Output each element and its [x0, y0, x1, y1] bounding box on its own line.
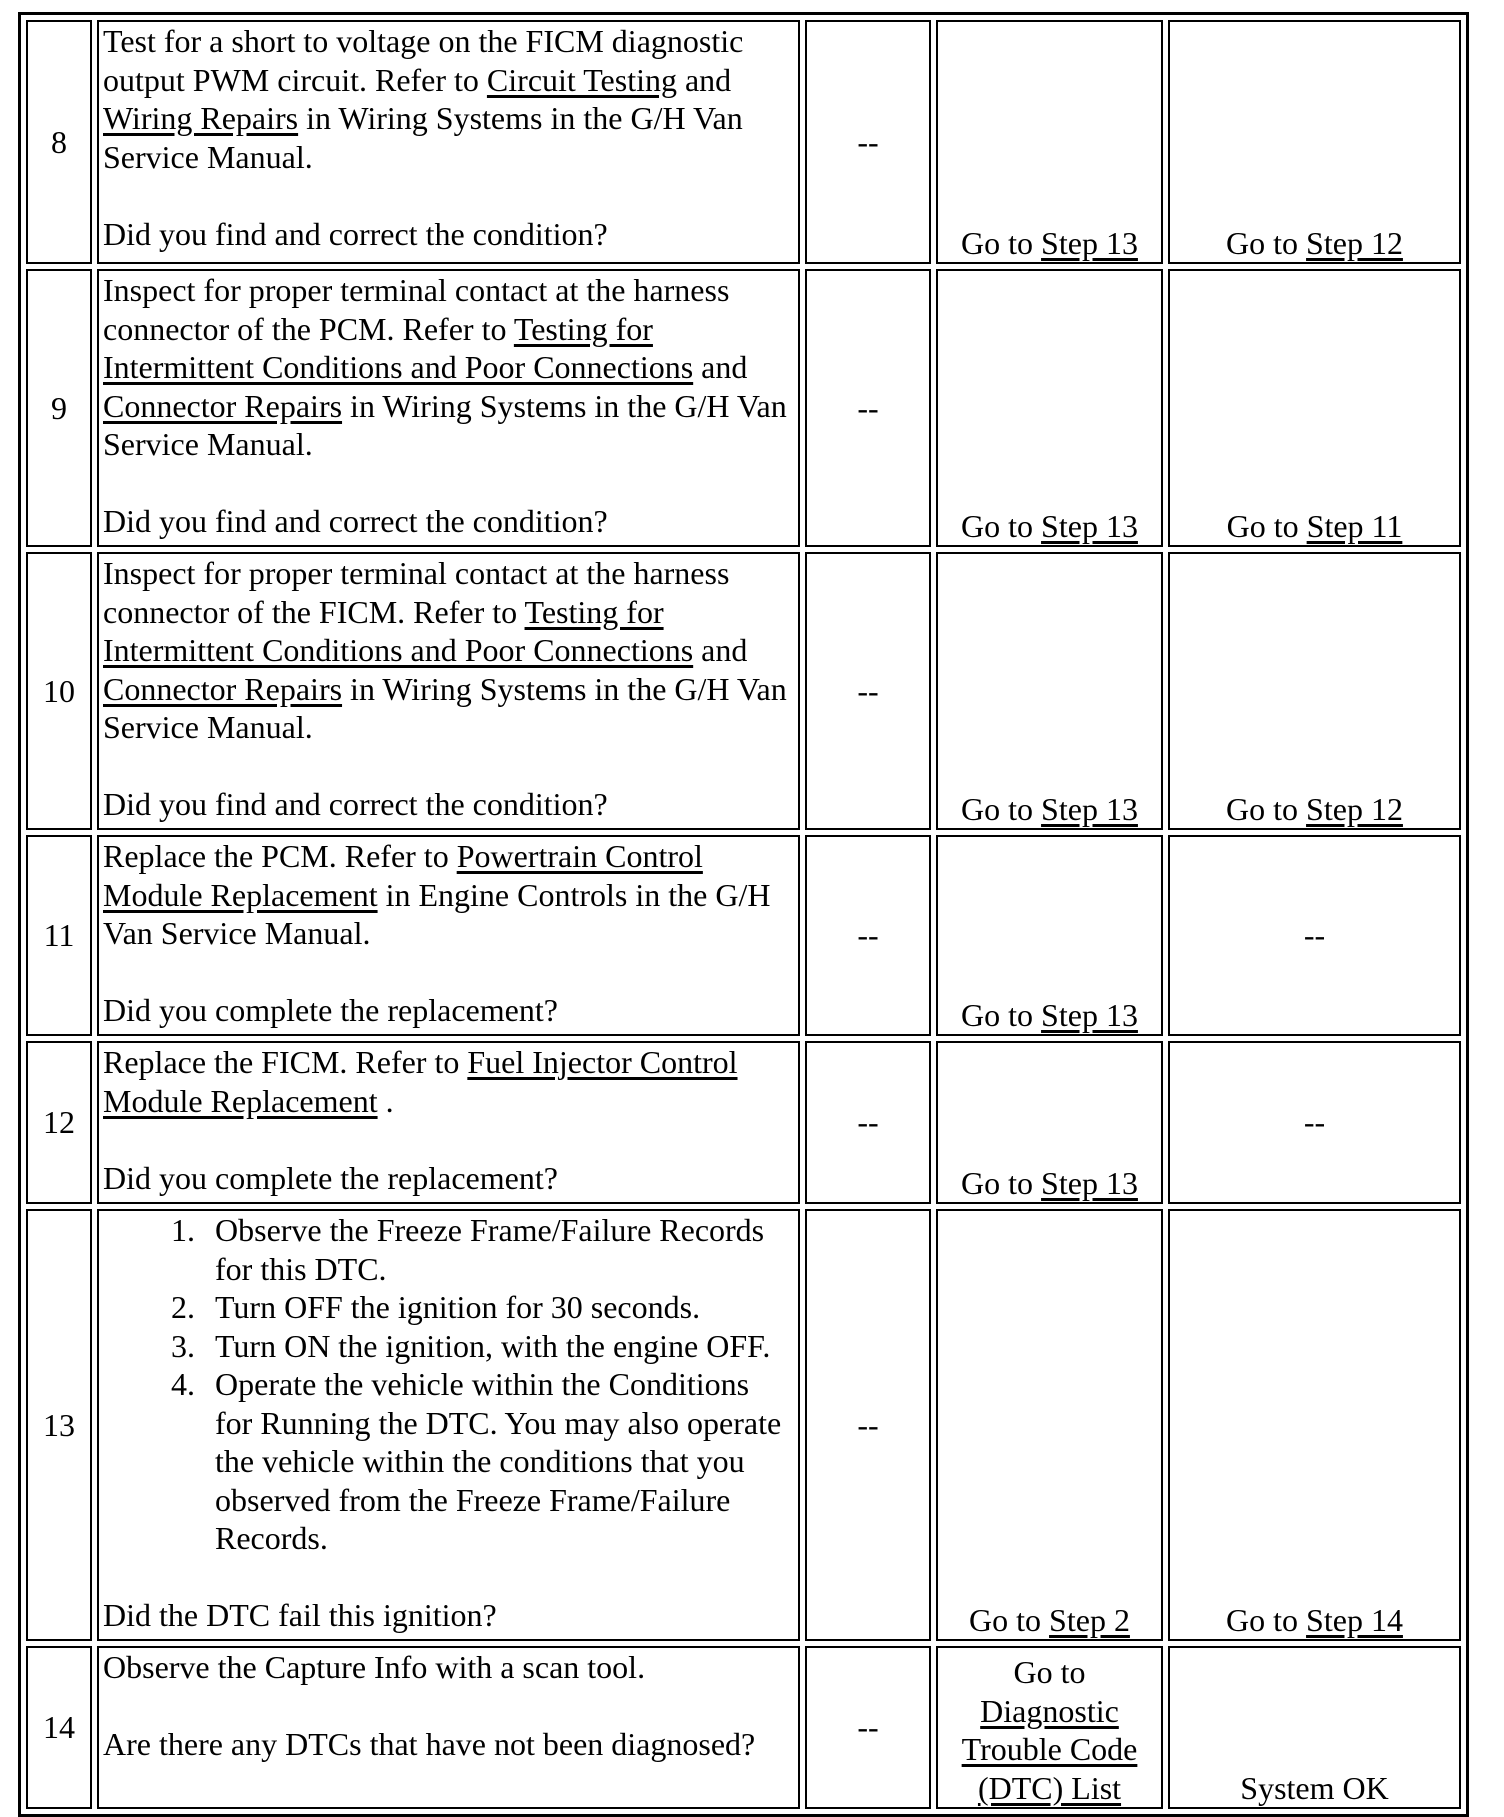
no-cell: Go to Step 12 — [1168, 20, 1461, 264]
list-item: 2. Turn OFF the ignition for 30 seconds. — [203, 1288, 794, 1327]
step-number: 11 — [26, 835, 92, 1036]
value-cell: -- — [805, 20, 931, 264]
list-item: 1. Observe the Freeze Frame/Failure Records for this DTC. — [203, 1211, 794, 1288]
step-number: 8 — [26, 20, 92, 264]
action-cell — [97, 20, 800, 264]
question-text: Did you complete the replacement? — [103, 1159, 558, 1196]
step-number: 14 — [26, 1646, 92, 1809]
diagnostic-steps-table — [18, 12, 1469, 1817]
value-cell: -- — [805, 552, 931, 830]
table-row — [26, 1209, 1461, 1641]
yes-cell: Go to Diagnostic Trouble Code (DTC) List — [936, 1646, 1163, 1809]
action-text: Replace the PCM. Refer to Powertrain Control Module Replacement in Engine Controls in the G/H Van Service Manual. — [103, 838, 771, 951]
yes-cell: Go to Step 13 — [936, 20, 1163, 264]
action-text: Replace the FICM. Refer to Fuel Injector Control Module Replacement . — [103, 1044, 738, 1119]
yes-cell: Go to Step 2 — [936, 1209, 1163, 1641]
action-cell — [97, 269, 800, 547]
action-cell — [97, 552, 800, 830]
value-cell: -- — [805, 269, 931, 547]
question-text: Did you find and correct the condition? — [103, 215, 608, 252]
question-text: Did the DTC fail this ignition? — [103, 1597, 497, 1633]
no-cell: -- — [1168, 835, 1461, 1036]
no-cell: System OK — [1168, 1646, 1461, 1809]
no-cell: -- — [1168, 1041, 1461, 1204]
step-number: 12 — [26, 1041, 92, 1204]
action-text: Inspect for proper terminal contact at the harness connector of the PCM. Refer to Testing for Intermittent Conditions and Poor Connections and Connector Repairs in Wiring Systems in the G/H Van Service Manual. — [103, 272, 787, 462]
dtc-list-link[interactable]: Diagnostic Trouble Code (DTC) List — [961, 1692, 1138, 1806]
action-cell — [97, 1041, 800, 1204]
testing-intermittent-link[interactable]: Testing for Intermittent Conditions and Poor Connections — [103, 310, 694, 385]
table-row — [26, 20, 1461, 264]
yes-cell: Go to Step 13 — [936, 835, 1163, 1036]
circuit-testing-link[interactable]: Circuit Testing — [486, 61, 677, 98]
question-text: Did you find and correct the condition? — [103, 786, 608, 822]
table-row — [26, 835, 1461, 1036]
yes-step-link[interactable]: Step 13 — [1041, 224, 1138, 261]
no-cell: Go to Step 12 — [1168, 552, 1461, 830]
step-number: 13 — [26, 1209, 92, 1641]
pcm-replacement-link[interactable]: Powertrain Control Module Replacement — [103, 838, 703, 913]
no-step-link[interactable]: Step 12 — [1306, 790, 1403, 827]
connector-repairs-link[interactable]: Connector Repairs — [103, 670, 343, 707]
connector-repairs-link[interactable]: Connector Repairs — [103, 387, 343, 424]
step-number: 10 — [26, 552, 92, 830]
table-row — [26, 552, 1461, 830]
action-cell — [97, 835, 800, 1036]
yes-step-link[interactable]: Step 13 — [1041, 996, 1138, 1033]
action-cell — [97, 1646, 800, 1809]
list-item: 3. Turn ON the ignition, with the engine OFF. — [203, 1327, 794, 1366]
yes-cell: Go to Step 13 — [936, 552, 1163, 830]
yes-step-link[interactable]: Step 13 — [1041, 790, 1138, 827]
value-cell: -- — [805, 1041, 931, 1204]
yes-cell: Go to Step 13 — [936, 1041, 1163, 1204]
value-cell: -- — [805, 835, 931, 1036]
yes-step-link[interactable]: Step 13 — [1041, 1164, 1138, 1201]
no-cell: Go to Step 14 — [1168, 1209, 1461, 1641]
wiring-repairs-link[interactable]: Wiring Repairs — [103, 100, 299, 136]
action-text: Observe the Capture Info with a scan tool. — [103, 1649, 646, 1685]
question-text: Did you find and correct the condition? — [103, 503, 608, 539]
yes-step-link[interactable]: Step 2 — [1049, 1601, 1130, 1638]
table-row — [26, 1646, 1461, 1809]
testing-intermittent-link[interactable]: Testing for Intermittent Conditions and Poor Connections — [103, 593, 694, 668]
yes-step-link[interactable]: Step 13 — [1041, 507, 1138, 544]
list-item: 4. Operate the vehicle within the Conditions for Running the DTC. You may also operate the vehicle within the conditions that you observed from the Freeze Frame/Failure Records. — [203, 1365, 794, 1558]
action-cell — [97, 1209, 800, 1641]
no-step-link[interactable]: Step 11 — [1306, 507, 1403, 544]
step-number: 9 — [26, 269, 92, 547]
procedure-list — [103, 1211, 794, 1558]
ficm-replacement-link[interactable]: Fuel Injector Control Module Replacement — [103, 1044, 738, 1119]
no-step-link[interactable]: Step 14 — [1306, 1601, 1403, 1638]
value-cell: -- — [805, 1209, 931, 1641]
value-cell: -- — [805, 1646, 931, 1809]
question-text: Did you complete the replacement? — [103, 992, 558, 1028]
table-row — [26, 269, 1461, 547]
action-text: Test for a short to voltage on the FICM diagnostic output PWM circuit. Refer to Circuit Testing and Wiring Repairs in Wiring Systems in the G/H Van Service Manual. — [103, 23, 744, 175]
no-cell: Go to Step 11 — [1168, 269, 1461, 547]
no-step-link[interactable]: Step 12 — [1306, 224, 1403, 261]
action-text: Inspect for proper terminal contact at the harness connector of the FICM. Refer to Testing for Intermittent Conditions and Poor Connections and Connector Repairs in Wiring Systems in the G/H Van Service Manual. — [103, 555, 787, 745]
table-row — [26, 1041, 1461, 1204]
yes-cell: Go to Step 13 — [936, 269, 1163, 547]
question-text: Are there any DTCs that have not been diagnosed? — [103, 1726, 756, 1762]
